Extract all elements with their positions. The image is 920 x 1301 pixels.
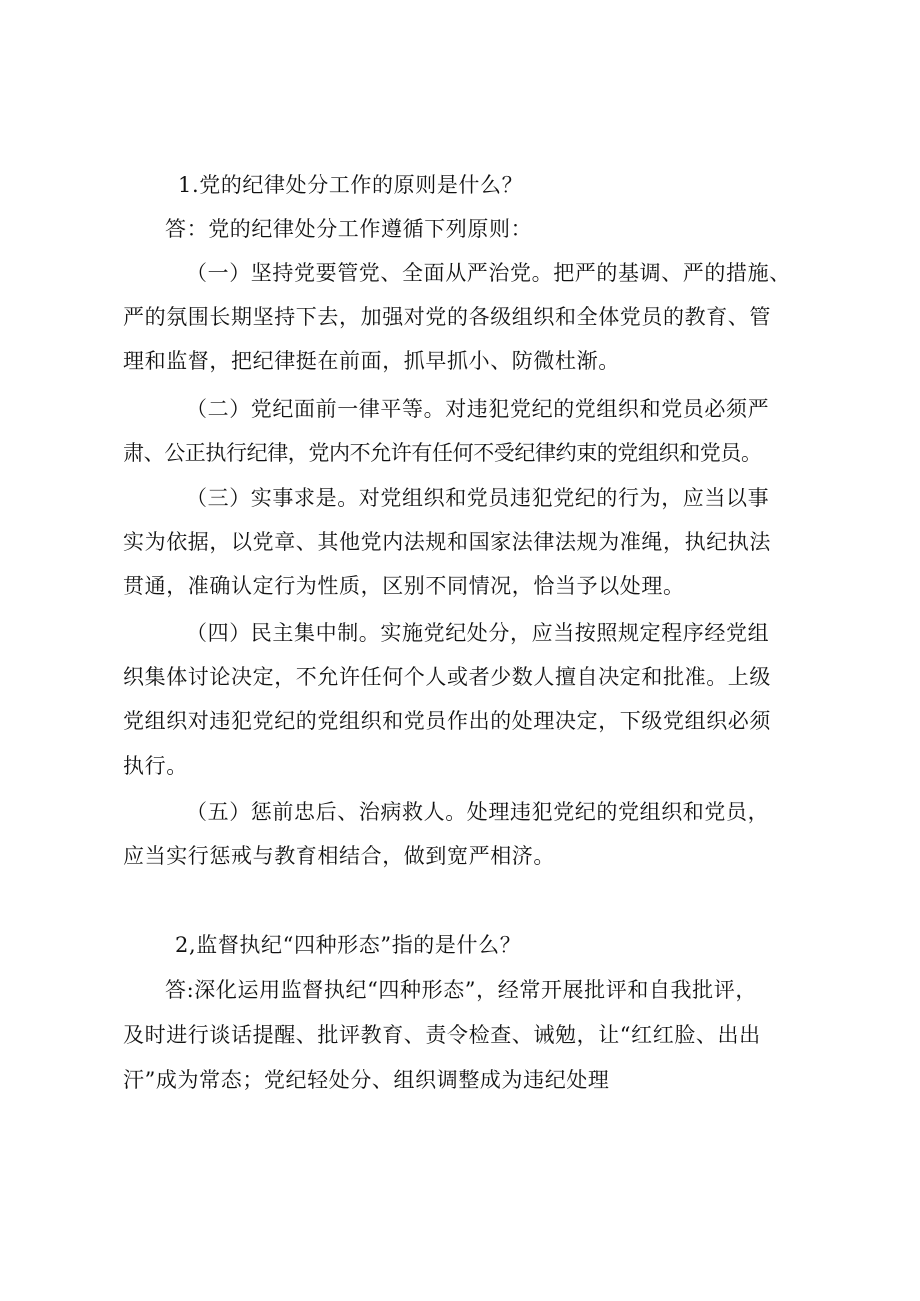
principle-1-line-3: 理和监督，把纪律挺在前面，抓早抓小、防微杜渐。 [123,349,620,373]
principle-3-line-2: 实为依据，以党章、其他党内法规和国家法律法规为准绳，执纪执法 [123,530,771,554]
principle-4-line-4: 执行。 [123,754,188,778]
principle-2-line-1: （二）党纪面前一律平等。对违犯党纪的党组织和党员必须严 [186,397,770,421]
question-1-answer-intro: 答：党的纪律处分工作遵循下列原则： [165,217,533,241]
question-2-answer-line-2: 及时进行谈话提醒、批评教育、责令检查、诫勉，让“红红脸、出出 [123,1023,761,1047]
principle-3-line-3: 贯通，准确认定行为性质，区别不同情况，恰当予以处理。 [123,574,685,598]
principle-1-line-1: （一）坚持党要管党、全面从严治党。把严的基调、严的措施、 [186,261,791,285]
question-1-title: 1.党的纪律处分工作的原则是什么？ [178,173,524,197]
principle-4-line-1: （四）民主集中制。实施党纪处分，应当按照规定程序经党组 [186,621,770,645]
principle-3-line-1: （三）实事求是。对党组织和党员违犯党纪的行为，应当以事 [186,486,770,510]
question-2-answer-line-3: 汗”成为常态；党纪轻处分、组织调整成为违纪处理 [123,1068,610,1092]
question-2-title: 2,监督执纪“四种形态”指的是什么？ [175,933,522,957]
principle-1-line-2: 严的氛围长期坚持下去，加强对党的各级组织和全体党员的教育、管 [123,305,771,329]
principle-2-line-2: 肃、公正执行纪律，党内不允许有任何不受纪律约束的党组织和党员。 [123,441,762,465]
principle-4-line-3: 党组织对违犯党纪的党组织和党员作出的处理决定，下级党组织必须 [123,709,771,733]
principle-5-line-2: 应当实行惩戒与教育相结合，做到宽严相济。 [123,844,555,868]
principle-5-line-1: （五）惩前忠后、治病救人。处理违犯党纪的党组织和党员， [186,800,770,824]
principle-4-line-2: 织集体讨论决定，不允许任何个人或者少数人擅自决定和批准。上级 [123,665,771,689]
question-2-answer-line-1: 答:深化运用监督执纪“四种形态”，经常开展批评和自我批评， [165,978,757,1002]
